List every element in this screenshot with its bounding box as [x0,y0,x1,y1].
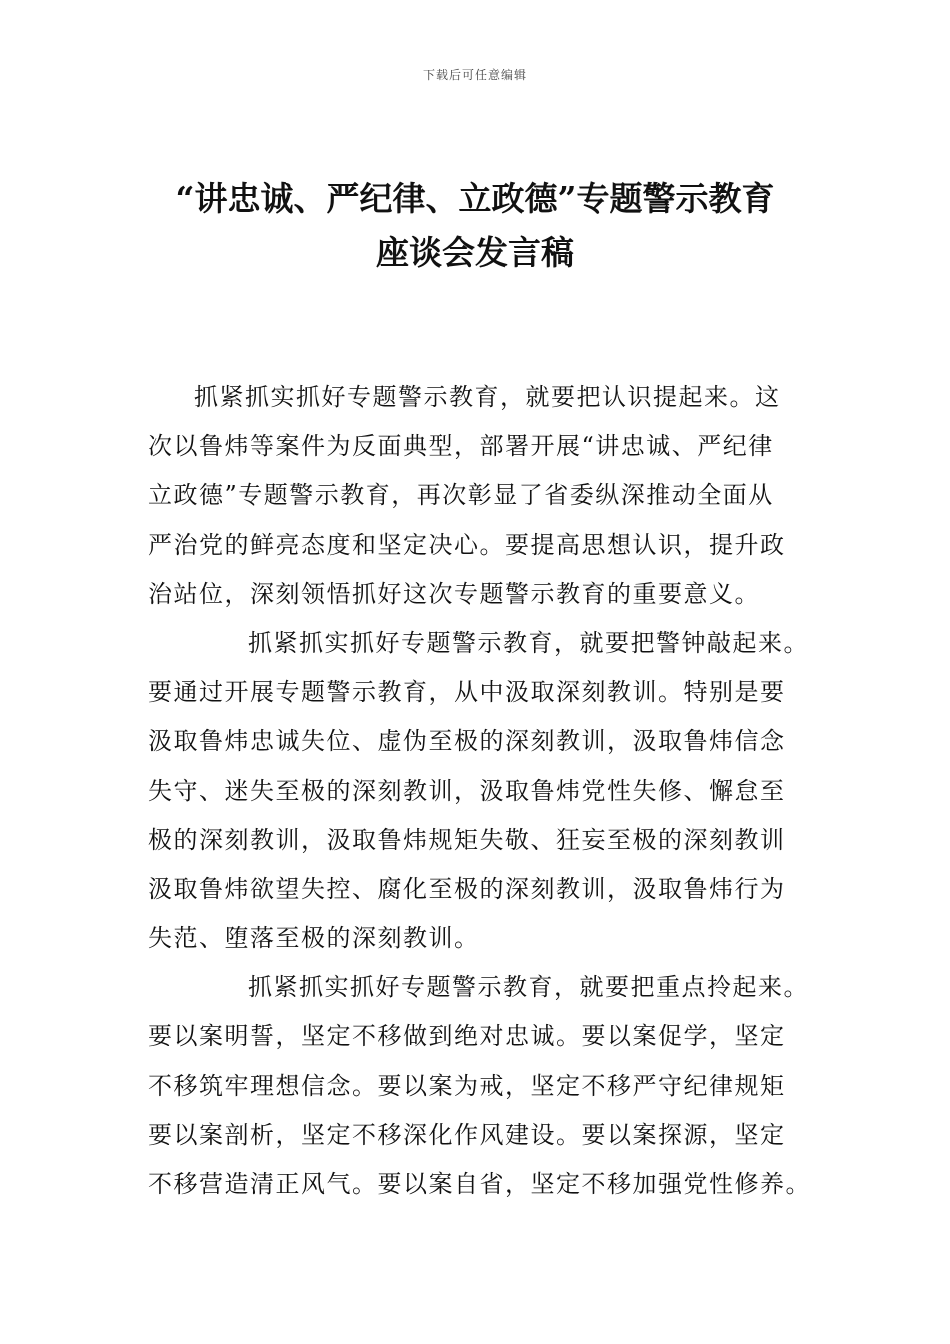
paragraph-line: 极的深刻教训，汲取鲁炜规矩失敬、狂妄至极的深刻教训 [148,825,786,854]
paragraph-line: 要通过开展专题警示教育，从中汲取深刻教训。特别是要 [148,678,786,707]
paragraph-3 [148,963,838,1209]
paragraph-line: 抓紧抓实抓好专题警示教育，就要把警钟敲起来。 [248,628,809,657]
paragraph-line: 要以案剖析，坚定不移深化作风建设。要以案探源，坚定 [148,1120,786,1149]
paragraph-line: 抓紧抓实抓好专题警示教育，就要把认识提起来。这 [194,383,781,411]
paragraph-line: 治站位，深刻领悟抓好这次专题警示教育的重要意义。 [148,579,760,608]
paragraph-2 [148,619,838,963]
paragraph-line: 抓紧抓实抓好专题警示教育，就要把重点拎起来。 [248,973,809,1002]
paragraph-1 [148,373,838,619]
paragraph-line: 不移营造清正风气。要以案自省，坚定不移加强党性修养。 [148,1170,811,1198]
title-line-1: “讲忠诚、严纪律、立政德”专题警示教育 [175,179,775,218]
paragraph-line: 汲取鲁炜欲望失控、腐化至极的深刻教训，汲取鲁炜行为 [148,874,786,903]
paragraph-line: 严治党的鲜亮态度和坚定决心。要提高思想认识，提升政 [148,530,786,559]
paragraph-line: 要以案明誓，坚定不移做到绝对忠诚。要以案促学，坚定 [148,1022,786,1051]
paragraph-line: 次以鲁炜等案件为反面典型，部署开展“讲忠诚、严纪律 [148,432,774,461]
title-line-2: 座谈会发言稿 [376,233,574,272]
paragraph-line: 失范、堕落至极的深刻教训。 [148,924,480,953]
paragraph-line: 不移筑牢理想信念。要以案为戒，坚定不移严守纪律规矩 [148,1071,786,1100]
paragraph-line: 失守、迷失至极的深刻教训，汲取鲁炜党性失修、懈怠至 [148,776,786,805]
paragraph-line: 立政德”专题警示教育，再次彰显了省委纵深推动全面从 [148,481,774,510]
document-title [100,172,850,280]
header-note: 下载后可任意编辑 [422,68,527,82]
paragraph-line: 汲取鲁炜忠诚失位、虚伪至极的深刻教训，汲取鲁炜信念 [148,727,786,756]
document-body [148,373,838,1209]
